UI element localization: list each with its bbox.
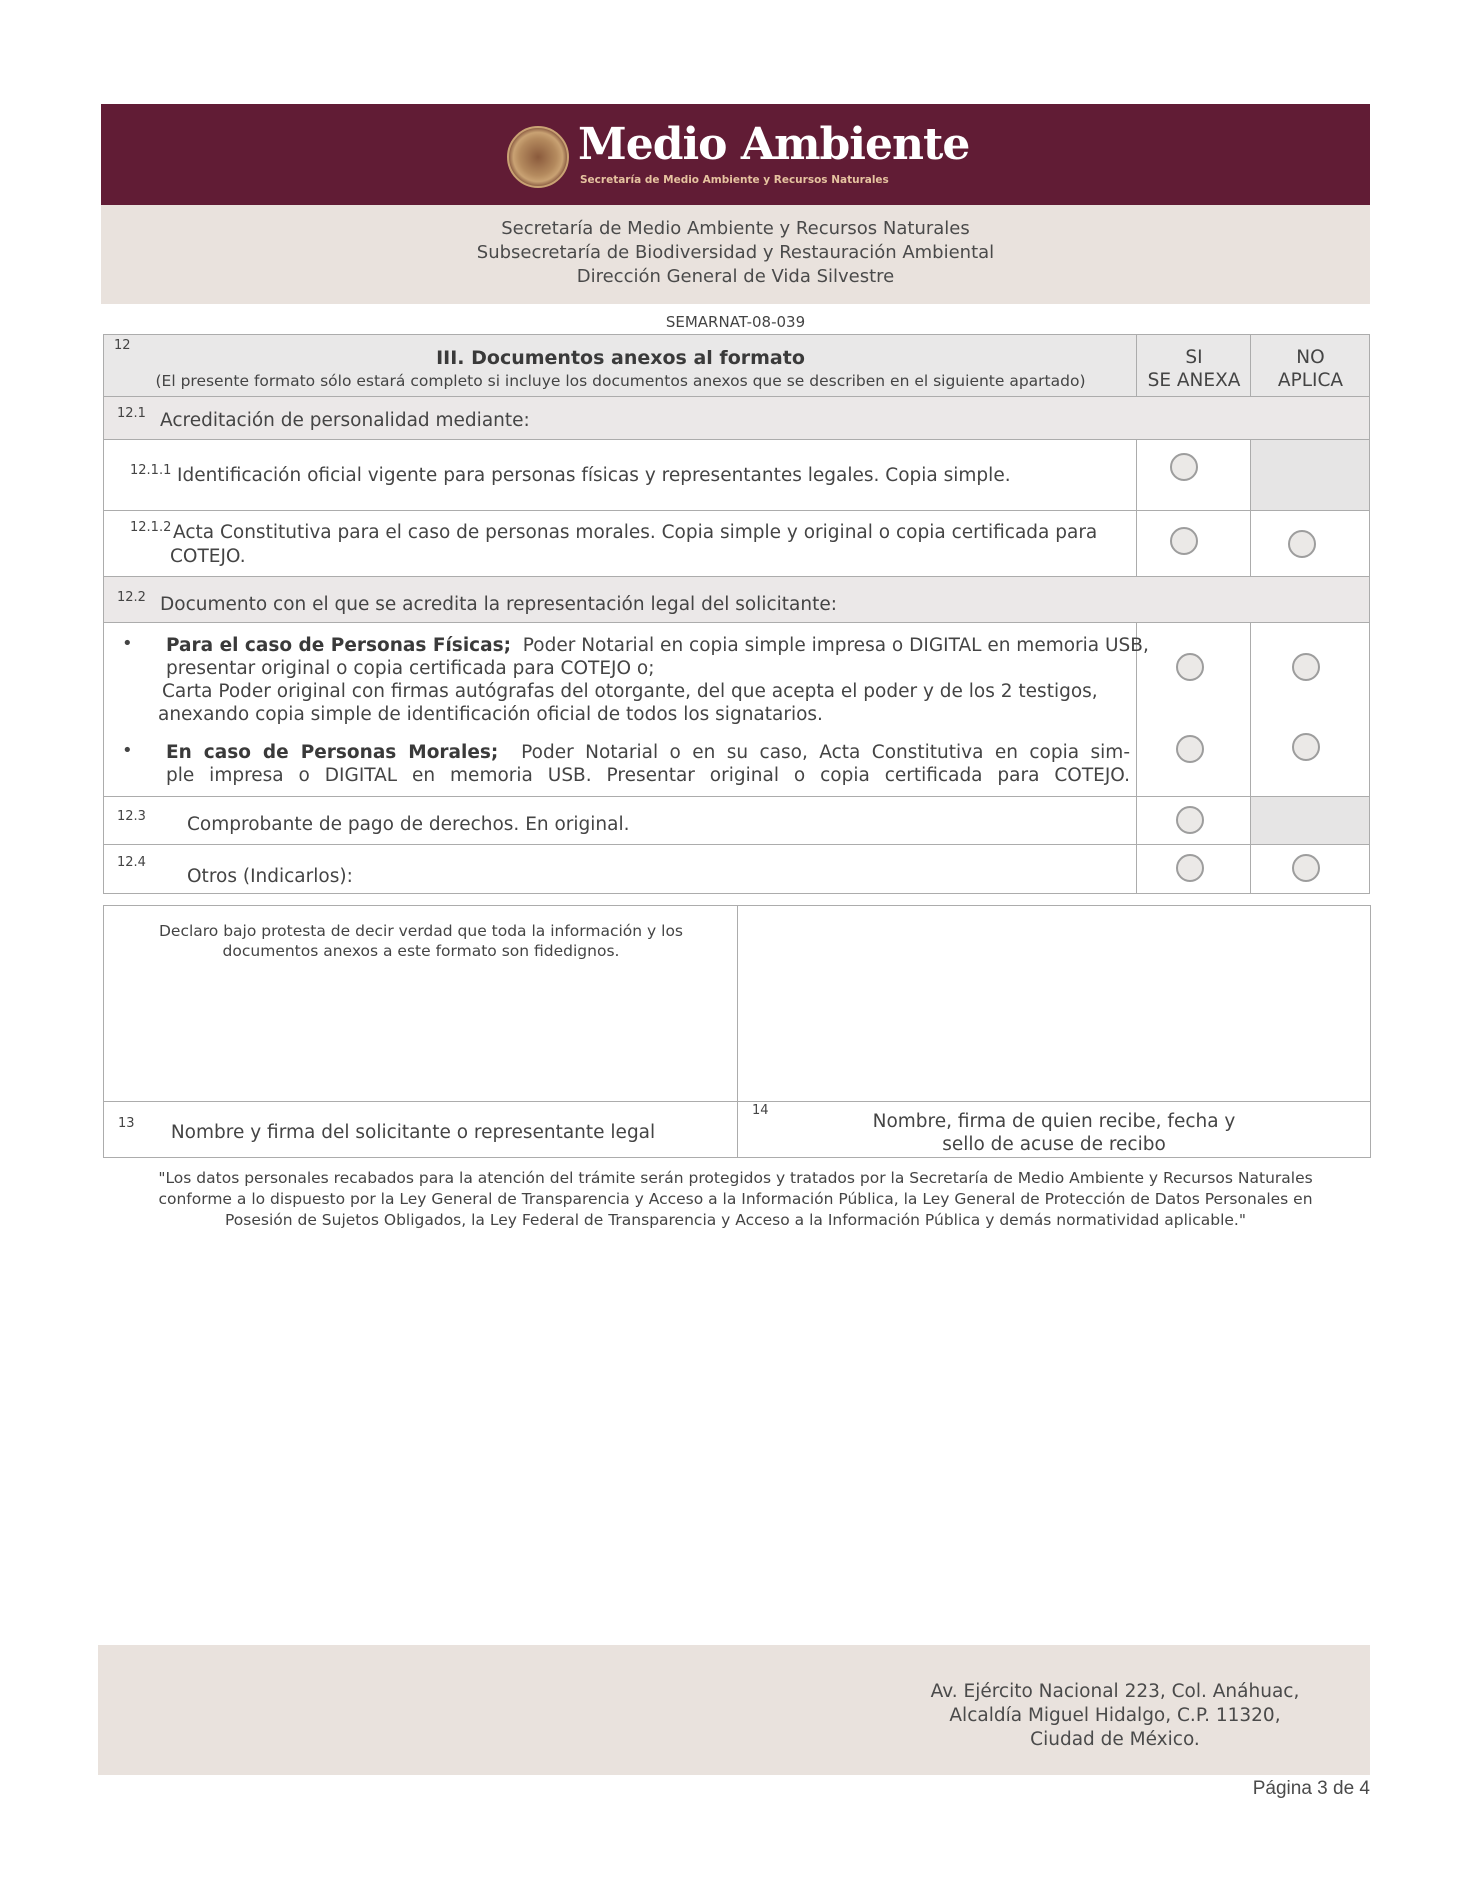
row-12-4-label: Otros (Indicarlos): xyxy=(187,866,353,887)
row-12-3-label: Comprobante de pago de derechos. En original. xyxy=(187,814,630,835)
row-12-4-no-radio[interactable] xyxy=(1292,854,1320,882)
col-si-label: SI SE ANEXA xyxy=(1147,347,1241,391)
applicant-signature-number: 13 xyxy=(118,1116,135,1131)
row-12-2-options-no-cell xyxy=(1250,622,1370,798)
fisicas-si-radio[interactable] xyxy=(1176,653,1204,681)
bullet-fisicas: • xyxy=(122,633,133,654)
row-12-2-options-si-cell xyxy=(1136,622,1252,798)
row-12-3-number: 12.3 xyxy=(117,809,146,824)
agency-line-secretaria: Secretaría de Medio Ambiente y Recursos Naturales xyxy=(501,218,970,239)
receiver-signature-number: 14 xyxy=(752,1103,769,1118)
row-12-1-2 xyxy=(103,510,1138,578)
row-12-1-2-label-line2: COTEJO. xyxy=(170,546,246,567)
brand-subtitle: Secretaría de Medio Ambiente y Recursos Naturales xyxy=(580,174,889,186)
row-12-1-label: Acreditación de personalidad mediante: xyxy=(160,410,530,431)
morales-line1: En caso de Personas Morales; Poder Notarial o en su caso, Acta Constitutiva en copia sim- xyxy=(166,742,1130,763)
applicant-signature-label: Nombre y firma del solicitante o representante legal xyxy=(170,1122,656,1143)
row-12-2-label: Documento con el que se acredita la representación legal del solicitante: xyxy=(160,594,837,615)
page-number: Página 3 de 4 xyxy=(1252,1778,1370,1799)
footer-address: Av. Ejército Nacional 223, Col. Anáhuac, Alcaldía Miguel Hidalgo, C.P. 11320, Ciudad de México. xyxy=(930,1681,1300,1750)
row-12-2-number: 12.2 xyxy=(117,590,146,605)
fisicas-line1: Para el caso de Personas Físicas; Poder Notarial en copia simple impresa o DIGITAL en memoria USB, xyxy=(166,635,1149,656)
morales-no-radio[interactable] xyxy=(1292,733,1320,761)
brand-title: Medio Ambiente xyxy=(578,119,970,170)
row-12-1-number: 12.1 xyxy=(117,406,146,421)
fisicas-line4: anexando copia simple de identificación oficial de todos los signatarios. xyxy=(158,704,823,725)
section-subtitle: (El presente formato sólo estará completo si incluye los documentos anexos que se describen en el siguiente apartado) xyxy=(155,372,1086,390)
fisicas-no-radio[interactable] xyxy=(1292,653,1320,681)
row-12-1-2-label-line1: Acta Constitutiva para el caso de personas morales. Copia simple y original o copia certificada para xyxy=(173,522,1098,543)
agency-line-subsecretaria: Subsecretaría de Biodiversidad y Restauración Ambiental xyxy=(476,242,995,263)
agency-line-direccion: Dirección General de Vida Silvestre xyxy=(576,266,895,287)
form-code: SEMARNAT-08-039 xyxy=(665,313,806,331)
row-12-4-si-radio[interactable] xyxy=(1176,854,1204,882)
row-12-3-no-cell-disabled xyxy=(1250,796,1370,846)
morales-si-radio[interactable] xyxy=(1176,735,1204,763)
row-12-1-1-label: Identificación oficial vigente para personas físicas y representantes legales. Copia simple. xyxy=(177,465,1011,486)
section-title: III. Documentos anexos al formato xyxy=(436,347,805,369)
row-12-1-2-number: 12.1.2 xyxy=(130,520,172,535)
section-number: 12 xyxy=(114,338,131,353)
row-12-1-1-no-cell-disabled xyxy=(1250,439,1370,512)
row-12-1-2-si-radio[interactable] xyxy=(1170,527,1198,555)
reception-stamp-box[interactable] xyxy=(737,905,1371,1103)
receiver-signature-label: Nombre, firma de quien recibe, fecha y sello de acuse de recibo xyxy=(872,1111,1236,1155)
col-no-label: NO APLICA xyxy=(1277,347,1344,391)
privacy-notice: "Los datos personales recabados para la atención del trámite serán protegidos y tratados por la Secretaría de Medio Ambiente y Recursos Naturales conforme a lo dispuesto por la Ley General de Transparencia y Acceso a la Información Pública, la Ley General de Protección de Datos Personales en Posesión de Sujetos Obligados, la Ley Federal de Transparencia y Acceso a la Información Pública y demás normatividad aplicable." xyxy=(158,1169,1313,1229)
fisicas-line2: presentar original o copia certificada para COTEJO o; xyxy=(166,658,655,679)
declaration-text: Declaro bajo protesta de decir verdad que toda la información y los documentos anexos a este formato son fidedignos. xyxy=(158,922,684,960)
row-12-1-2-no-radio[interactable] xyxy=(1288,530,1316,558)
row-12-1-1-si-radio[interactable] xyxy=(1170,453,1198,481)
morales-line2: ple impresa o DIGITAL en memoria USB. Presentar original o copia certificada para COTEJO. xyxy=(166,765,1130,786)
mexico-seal-icon xyxy=(507,126,569,188)
fisicas-line3: Carta Poder original con firmas autógrafas del otorgante, del que acepta el poder y de los 2 testigos, xyxy=(162,681,1098,702)
row-12-4-number: 12.4 xyxy=(117,855,146,870)
bullet-morales: • xyxy=(122,740,133,761)
row-12-3-si-radio[interactable] xyxy=(1176,806,1204,834)
row-12-1-1-number: 12.1.1 xyxy=(130,463,172,478)
